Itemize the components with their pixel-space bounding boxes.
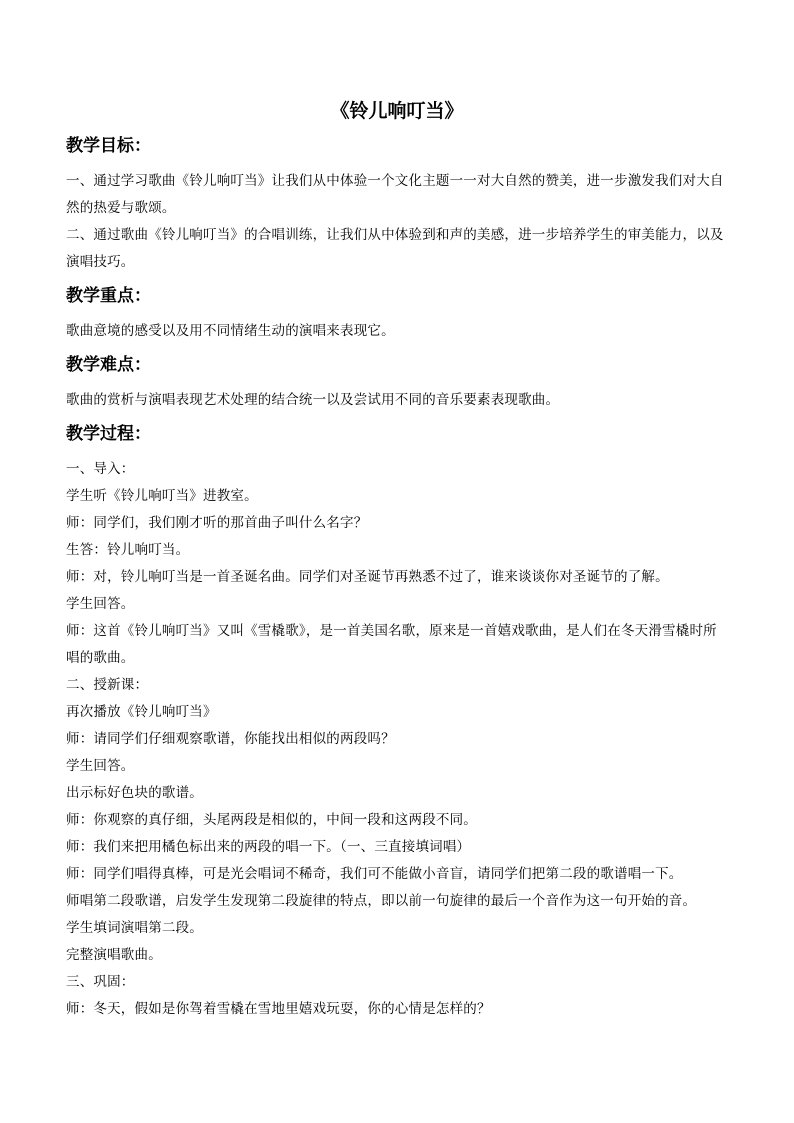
section-process bbox=[66, 420, 728, 1023]
section-difficulties bbox=[66, 351, 728, 414]
paragraph: 再次播放《铃儿响叮当》 bbox=[66, 704, 217, 720]
paragraph: 师：这首《铃儿响叮当》又叫《雪橇歌》，是一首美国名歌，原来是一首嬉戏歌曲，是人们在冬天滑雪橇时所唱的歌曲。 bbox=[66, 623, 717, 666]
paragraph: 学生回答。 bbox=[66, 596, 135, 612]
paragraph: 一、导入： bbox=[66, 461, 135, 477]
paragraph: 学生听《铃儿响叮当》进教室。 bbox=[66, 488, 258, 504]
section-heading: 教学过程： bbox=[66, 424, 151, 444]
paragraph: 学生回答。 bbox=[66, 758, 135, 774]
paragraph: 师：冬天，假如是你驾着雪橇在雪地里嬉戏玩耍，你的心情是怎样的？ bbox=[66, 1001, 491, 1017]
paragraph: 一、通过学习歌曲《铃儿响叮当》让我们从中体验一个文化主题一一对大自然的赞美，进一步激发我们对大自然的热爱与歌颂。 bbox=[66, 173, 724, 216]
paragraph: 二、授新课： bbox=[66, 677, 149, 693]
paragraph: 师：同学们，我们刚才听的那首曲子叫什么名字？ bbox=[66, 515, 368, 531]
paragraph: 完整演唱歌曲。 bbox=[66, 947, 162, 963]
paragraph: 师唱第二段歌谱，启发学生发现第二段旋律的特点，即以前一句旋律的最后一个音作为这一句开始的音。 bbox=[66, 893, 697, 909]
paragraph: 学生填词演唱第二段。 bbox=[66, 920, 203, 936]
paragraph: 歌曲意境的感受以及用不同情绪生动的演唱来表现它。 bbox=[66, 323, 395, 339]
section-heading: 教学难点： bbox=[66, 355, 151, 375]
paragraph: 师：对，铃儿响叮当是一首圣诞名曲。同学们对圣诞节再熟悉不过了，谁来谈谈你对圣诞节的了解。 bbox=[66, 569, 669, 585]
paragraph: 三、巩固： bbox=[66, 974, 135, 990]
section-heading: 教学重点： bbox=[66, 286, 151, 306]
paragraph: 师：我们来把用橘色标出来的两段的唱一下。（一、三直接填词唱） bbox=[66, 839, 471, 855]
paragraph: 师：请同学们仔细观察歌谱，你能找出相似的两段吗？ bbox=[66, 731, 395, 747]
paragraph: 二、通过歌曲《铃儿响叮当》的合唱训练，让我们从中体验到和声的美感，进一步培养学生的审美能力，以及演唱技巧。 bbox=[66, 227, 724, 270]
section-heading: 教学目标： bbox=[66, 136, 151, 156]
section-objectives bbox=[66, 132, 728, 276]
document-page bbox=[66, 96, 728, 1023]
section-key-points bbox=[66, 282, 728, 345]
paragraph: 出示标好色块的歌谱。 bbox=[66, 785, 203, 801]
paragraph: 生答：铃儿响叮当。 bbox=[66, 542, 190, 558]
document-title: 《铃儿响叮当》 bbox=[330, 100, 464, 122]
paragraph: 师：同学们唱得真棒，可是光会唱词不稀奇，我们可不能做小音盲，请同学们把第二段的歌谱唱一下。 bbox=[66, 866, 683, 882]
paragraph: 歌曲的赏析与演唱表现艺术处理的结合统一以及尝试用不同的音乐要素表现歌曲。 bbox=[66, 392, 560, 408]
paragraph: 师：你观察的真仔细，头尾两段是相似的，中间一段和这两段不同。 bbox=[66, 812, 477, 828]
